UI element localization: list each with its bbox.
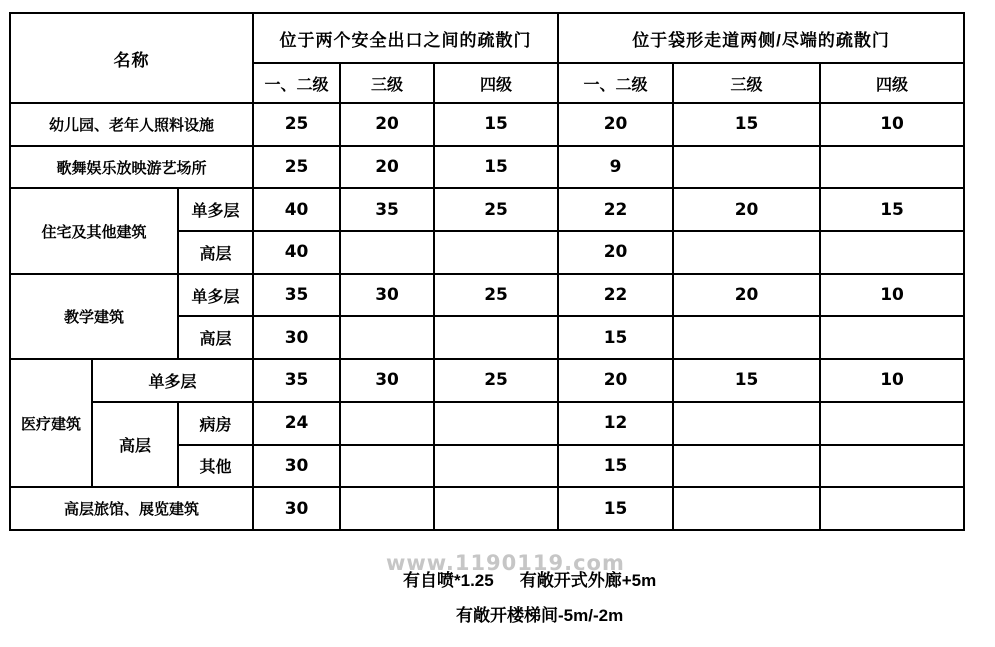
data-cell	[820, 445, 964, 488]
data-cell: 15	[820, 188, 964, 231]
data-cell: 35	[253, 359, 340, 402]
data-cell	[340, 402, 434, 445]
data-cell	[673, 402, 820, 445]
row-label: 歌舞娱乐放映游艺场所	[10, 146, 253, 189]
table-row	[10, 103, 964, 146]
data-cell: 15	[673, 103, 820, 146]
note-open-corridor: 有敞开式外廊+5m	[519, 571, 657, 590]
table-row	[10, 188, 964, 231]
table-row	[10, 487, 964, 530]
row-sub-label: 单多层	[178, 188, 253, 231]
data-cell: 40	[253, 188, 340, 231]
data-cell: 30	[253, 445, 340, 488]
row-label: 住宅及其他建筑	[10, 188, 178, 273]
data-cell: 12	[558, 402, 673, 445]
header-grade-4-right: 四级	[820, 63, 964, 103]
data-cell	[340, 445, 434, 488]
row-sub-label: 高层	[178, 316, 253, 359]
data-cell	[673, 445, 820, 488]
data-cell: 15	[434, 103, 558, 146]
data-cell: 25	[253, 103, 340, 146]
header-grade-1-2-left: 一、二级	[253, 63, 340, 103]
data-cell: 35	[253, 274, 340, 317]
data-cell: 20	[558, 103, 673, 146]
data-cell	[673, 316, 820, 359]
data-cell: 22	[558, 188, 673, 231]
data-cell: 20	[673, 274, 820, 317]
data-cell: 15	[558, 445, 673, 488]
data-cell	[673, 146, 820, 189]
data-cell	[434, 487, 558, 530]
row-sub-label: 高层	[92, 402, 178, 487]
data-cell: 15	[673, 359, 820, 402]
header-row-groups	[10, 13, 964, 63]
note-line-sprinkler-corridor	[403, 566, 656, 591]
data-cell: 10	[820, 274, 964, 317]
data-cell	[820, 487, 964, 530]
data-cell: 35	[340, 188, 434, 231]
row-sub-label: 单多层	[92, 359, 253, 402]
data-cell: 30	[340, 359, 434, 402]
header-grade-4-left: 四级	[434, 63, 558, 103]
data-cell: 15	[558, 487, 673, 530]
row-label: 幼儿园、老年人照料设施	[10, 103, 253, 146]
data-cell: 15	[434, 146, 558, 189]
data-cell	[434, 231, 558, 274]
data-cell: 30	[253, 316, 340, 359]
row-sub-sub-label: 其他	[178, 445, 253, 488]
table-row	[10, 274, 964, 317]
table-row	[10, 402, 964, 445]
data-cell	[434, 316, 558, 359]
data-cell: 25	[253, 146, 340, 189]
data-cell	[820, 316, 964, 359]
header-grade-3-right: 三级	[673, 63, 820, 103]
row-sub-sub-label: 病房	[178, 402, 253, 445]
evacuation-door-distance-table	[9, 12, 965, 531]
data-cell: 25	[434, 274, 558, 317]
row-label: 教学建筑	[10, 274, 178, 359]
table-row	[10, 146, 964, 189]
data-cell: 20	[340, 146, 434, 189]
header-group-dead-end-corridor: 位于袋形走道两侧/尽端的疏散门	[558, 13, 964, 63]
data-cell: 10	[820, 103, 964, 146]
data-cell: 22	[558, 274, 673, 317]
header-grade-1-2-right: 一、二级	[558, 63, 673, 103]
header-grade-3-left: 三级	[340, 63, 434, 103]
data-cell	[673, 487, 820, 530]
watermark-text: www.1190119.com	[386, 551, 625, 575]
data-cell	[434, 445, 558, 488]
row-sub-label: 高层	[178, 231, 253, 274]
data-cell	[820, 231, 964, 274]
data-cell	[340, 316, 434, 359]
data-cell: 10	[820, 359, 964, 402]
row-label: 高层旅馆、展览建筑	[10, 487, 253, 530]
data-cell	[820, 146, 964, 189]
data-cell: 20	[558, 231, 673, 274]
data-cell: 25	[434, 359, 558, 402]
data-cell	[340, 231, 434, 274]
data-cell: 20	[558, 359, 673, 402]
data-cell: 30	[340, 274, 434, 317]
data-cell	[820, 402, 964, 445]
table-row	[10, 359, 964, 402]
footer-notes-area	[0, 540, 995, 647]
row-sub-label: 单多层	[178, 274, 253, 317]
note-sprinkler: 有自喷*1.25	[403, 571, 494, 590]
note-open-stairwell: 有敞开楼梯间-5m/-2m	[456, 606, 624, 625]
header-group-between-exits: 位于两个安全出口之间的疏散门	[253, 13, 558, 63]
row-label: 医疗建筑	[10, 359, 92, 487]
data-cell	[673, 231, 820, 274]
data-cell: 30	[253, 487, 340, 530]
data-cell	[340, 487, 434, 530]
data-cell: 40	[253, 231, 340, 274]
data-cell: 15	[558, 316, 673, 359]
data-cell: 24	[253, 402, 340, 445]
data-cell	[434, 402, 558, 445]
data-cell: 25	[434, 188, 558, 231]
data-cell: 9	[558, 146, 673, 189]
data-cell: 20	[673, 188, 820, 231]
data-cell: 20	[340, 103, 434, 146]
header-name-column: 名称	[10, 13, 253, 103]
